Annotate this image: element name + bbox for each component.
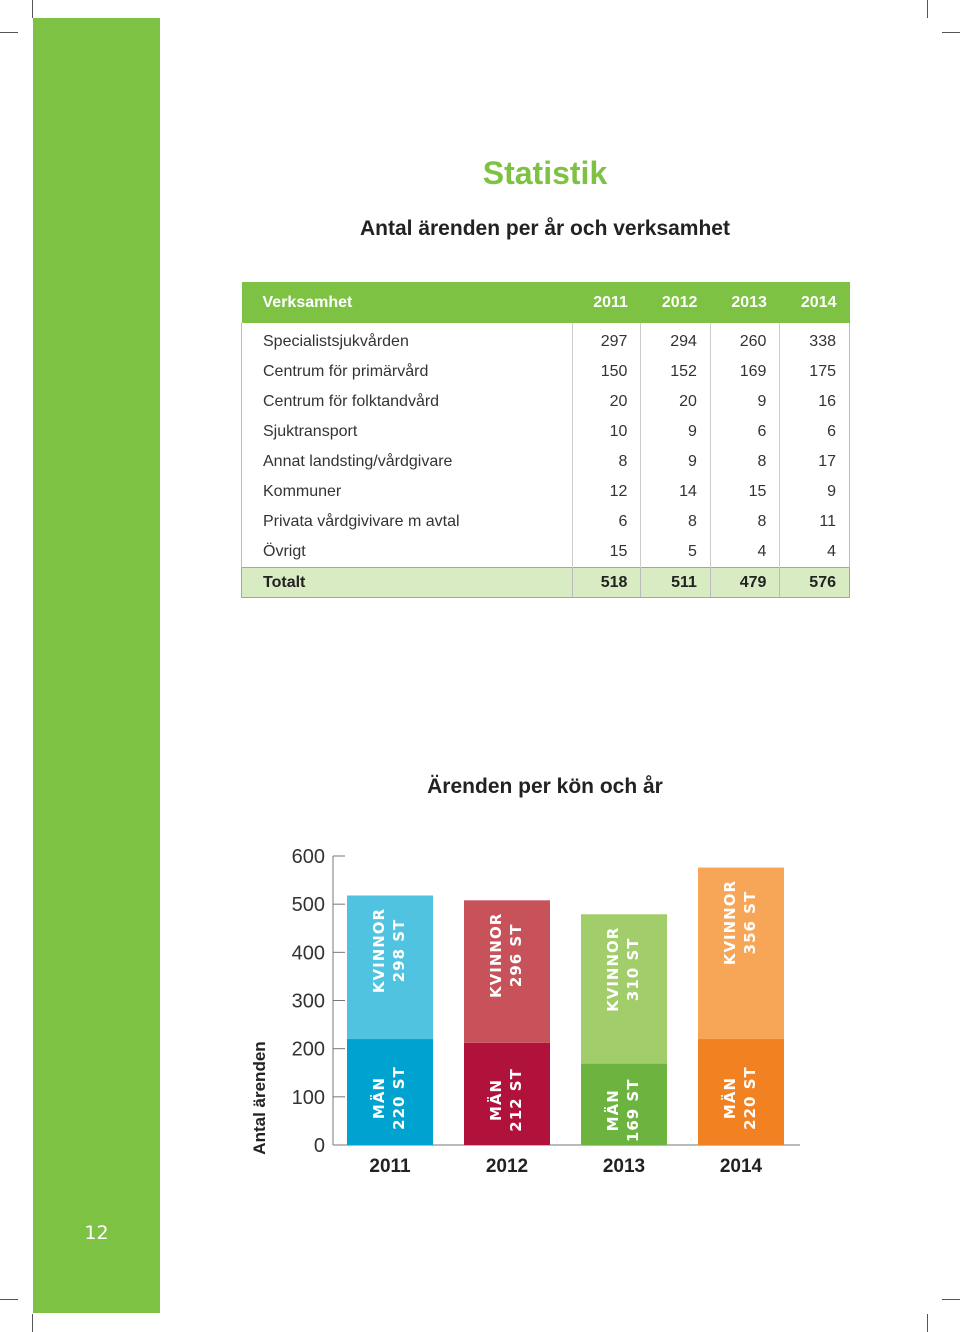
table-cell: 14: [641, 477, 711, 507]
y-tick-label: 0: [313, 1135, 325, 1157]
x-tick-label: 2014: [719, 1156, 763, 1177]
table-cell: 10: [573, 417, 641, 447]
row-label: Annat landsting/vårdgivare: [242, 447, 573, 477]
table-cell: 15: [710, 477, 780, 507]
bar-series-label: KVINNOR: [721, 879, 739, 966]
y-tick-label: 300: [291, 990, 325, 1013]
column-header: 2014: [780, 282, 850, 323]
table-cell: 338: [780, 327, 850, 357]
row-label: Centrum för primärvård: [242, 357, 573, 387]
bar-value-label: 169 ST: [624, 1078, 642, 1143]
table-cell: 6: [710, 417, 780, 447]
total-cell: 518: [573, 568, 641, 598]
column-header: 2012: [641, 282, 711, 323]
bar-series-label: MÄN: [370, 1076, 388, 1120]
table-cell: 17: [780, 447, 850, 477]
table-cell: 11: [780, 507, 850, 537]
bar-value-label: 356 ST: [741, 890, 759, 955]
table-cell: 9: [641, 417, 711, 447]
total-cell: 511: [641, 568, 711, 598]
table-cell: 4: [710, 537, 780, 568]
bar-series-label: KVINNOR: [487, 912, 505, 998]
table-cell: 9: [780, 477, 850, 507]
table-cell: 5: [641, 537, 711, 568]
column-header: 2011: [573, 282, 641, 323]
table-cell: 15: [573, 537, 641, 568]
total-cell: 576: [780, 568, 850, 598]
table-cell: 12: [573, 477, 641, 507]
table-cell: 9: [710, 387, 780, 417]
table-cell: 6: [780, 417, 850, 447]
row-label: Centrum för folktandvård: [242, 387, 573, 417]
y-tick-label: 500: [291, 894, 325, 917]
table-cell: 4: [780, 537, 850, 568]
y-tick-label: 200: [291, 1038, 325, 1061]
table-cell: 8: [641, 507, 711, 537]
row-label: Privata vårdgivivare m avtal: [242, 507, 573, 537]
table-cell: 294: [641, 327, 711, 357]
y-tick-label: 400: [291, 942, 325, 965]
column-header: 2013: [710, 282, 780, 323]
table-cell: 8: [710, 447, 780, 477]
row-label: Sjuktransport: [242, 417, 573, 447]
row-label: Övrigt: [242, 537, 573, 568]
bar-value-label: 212 ST: [507, 1068, 525, 1132]
table-cell: 9: [641, 447, 711, 477]
page-title: Statistik: [482, 155, 608, 191]
chart-title: Ärenden per kön och år: [427, 775, 663, 798]
y-axis-label: Antal ärenden: [250, 1041, 269, 1155]
column-header: Verksamhet: [242, 282, 573, 323]
bar-series-label: MÄN: [487, 1078, 505, 1121]
table-cell: 6: [573, 507, 641, 537]
table-title: Antal ärenden per år och verksamhet: [360, 217, 730, 240]
table-cell: 20: [573, 387, 641, 417]
total-cell: 479: [710, 568, 780, 598]
table-cell: 152: [641, 357, 711, 387]
bar-value-label: 220 ST: [390, 1066, 408, 1130]
table-cell: 16: [780, 387, 850, 417]
bar-series-label: MÄN: [721, 1076, 739, 1120]
table-cell: 169: [710, 357, 780, 387]
table-cell: 175: [780, 357, 850, 387]
y-tick-label: 600: [291, 846, 325, 868]
page-number: 12: [84, 1222, 109, 1244]
bar-value-label: 298 ST: [390, 918, 408, 983]
row-label: Specialistsjukvården: [242, 327, 573, 357]
bar-value-label: 296 ST: [507, 923, 525, 988]
total-label: Totalt: [242, 568, 573, 598]
bar-series-label: KVINNOR: [370, 907, 388, 994]
table-cell: 8: [573, 447, 641, 477]
bar-value-label: 220 ST: [741, 1066, 759, 1130]
table-cell: 8: [710, 507, 780, 537]
bar-series-label: MÄN: [604, 1089, 622, 1132]
row-label: Kommuner: [242, 477, 573, 507]
y-tick-label: 100: [291, 1086, 325, 1109]
x-tick-label: 2013: [602, 1156, 646, 1177]
bar-series-label: KVINNOR: [604, 926, 622, 1012]
table-cell: 260: [710, 327, 780, 357]
table-cell: 150: [573, 357, 641, 387]
table-cell: 20: [641, 387, 711, 417]
x-tick-label: 2011: [369, 1156, 411, 1177]
table-cell: 297: [573, 327, 641, 357]
bar-value-label: 310 ST: [624, 937, 642, 1002]
x-tick-label: 2012: [485, 1156, 529, 1177]
